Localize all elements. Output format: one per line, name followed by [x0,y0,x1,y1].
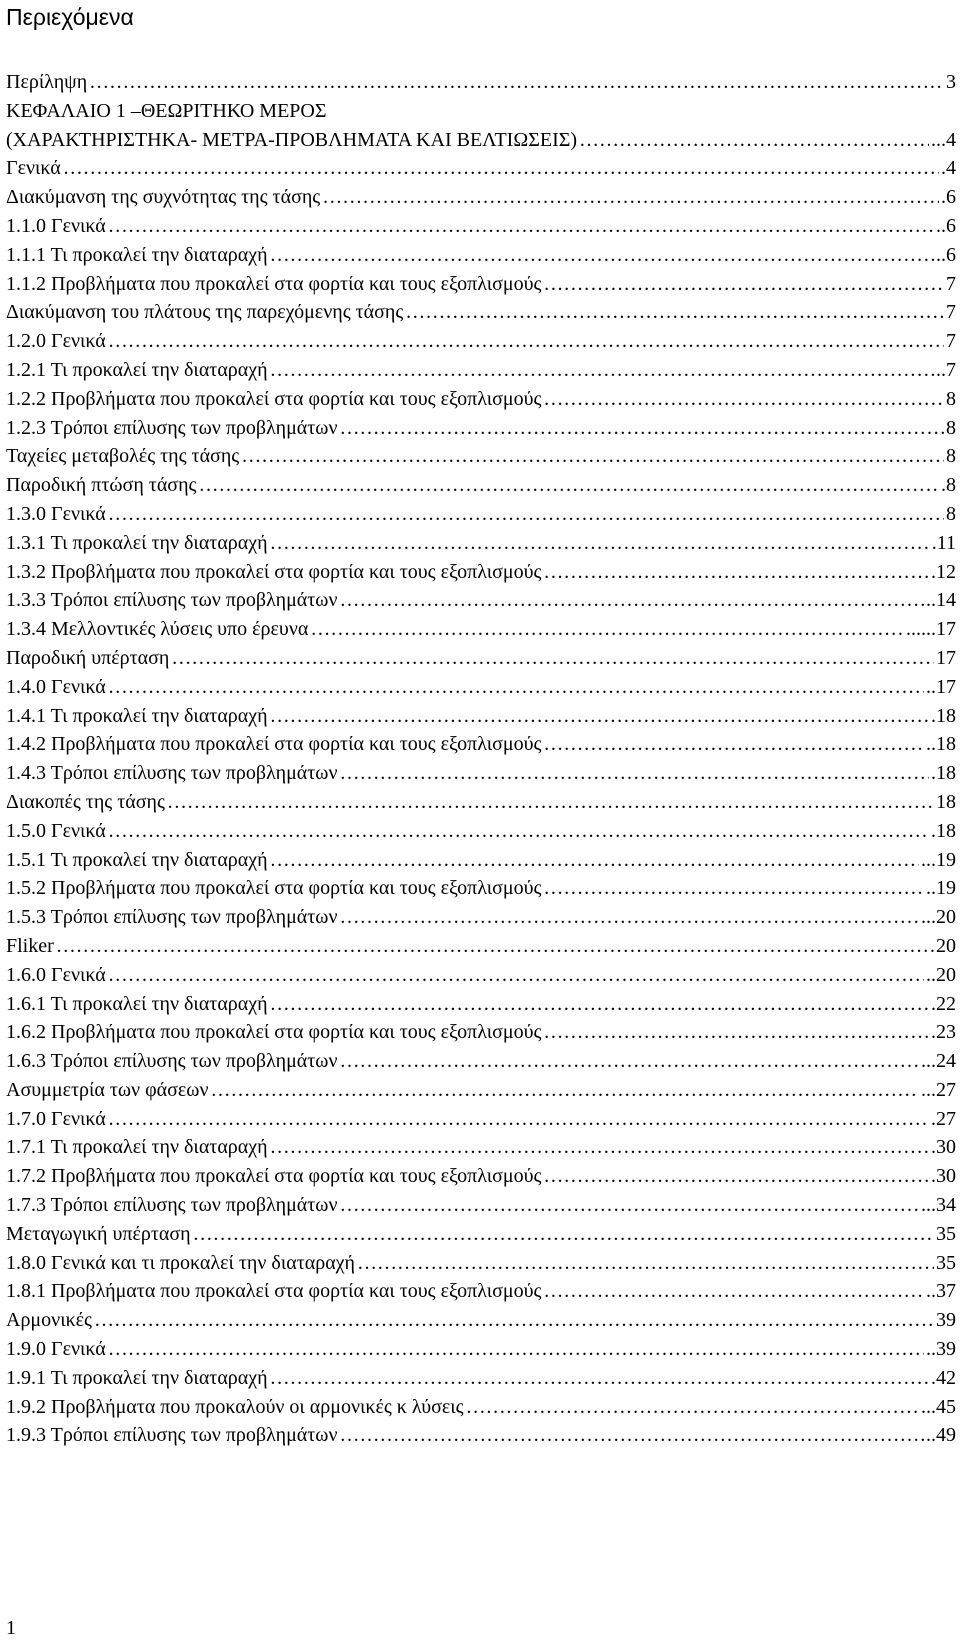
toc-leader-dots [543,558,929,587]
toc-entry-page: ..20 [926,963,956,986]
toc-entry[interactable] [6,356,956,385]
toc-entry-page: ..7 [936,358,956,381]
toc-entry-title: 1.2.1 Τι προκαλεί την διαταραχή [6,358,268,381]
toc-entry[interactable] [6,500,956,529]
toc-entry[interactable] [6,298,956,327]
toc-entry-title: Παροδική υπέρταση [6,646,170,669]
toc-entry[interactable] [6,673,956,702]
toc-entry-page: 35 [936,1222,956,1245]
toc-entry-page: .12 [931,560,956,583]
toc-leader-dots [340,414,944,443]
toc-entry-page: .30 [931,1165,956,1188]
toc-entry-title: 1.9.3 Τρόποι επίλυσης των προβλημάτων [6,1424,338,1447]
toc-entry[interactable] [6,1364,956,1393]
toc-entry-page: ...4 [931,128,956,151]
toc-entry-title: 1.4.0 Γενικά [6,675,106,698]
toc-entry[interactable] [6,788,956,817]
toc-leader-dots [543,1277,924,1306]
toc-leader-dots [270,702,929,731]
toc-entry-title: 1.2.3 Τρόποι επίλυσης των προβλημάτων [6,416,338,439]
toc-leader-dots [543,1018,929,1047]
toc-entry-page: .6 [941,186,956,209]
toc-entry-page: 17 [936,646,956,669]
toc-entry[interactable] [6,558,956,587]
toc-leader-dots [108,1335,924,1364]
toc-entry-title: Ταχείες μεταβολές της τάσης [6,445,240,468]
toc-entry-title: 1.7.0 Γενικά [6,1107,106,1130]
toc-entry-page: .27 [931,1107,956,1130]
toc-entry-title: 1.3.4 Μελλοντικές λύσεις υπο έρευνα [6,618,309,641]
toc-entry[interactable] [6,615,956,644]
toc-entry-page: ..37 [926,1280,956,1303]
toc-entry-title: Μεταγωγική υπέρταση [6,1222,191,1245]
toc-entry-page: ..6 [936,243,956,266]
toc-entry-title: 1.6.1 Τι προκαλεί την διαταραχή [6,992,268,1015]
toc-entry-page: .18 [931,819,956,842]
toc-heading: Περιεχόμενα [6,4,134,30]
toc-entry-page: .11 [931,531,956,554]
toc-entry[interactable] [6,471,956,500]
toc-entry[interactable] [6,817,956,846]
toc-entry-title: Γενικά [6,157,61,180]
toc-entry[interactable] [6,212,956,241]
toc-entry-page: ...19 [921,848,956,871]
toc-entry[interactable] [6,529,956,558]
toc-leader-dots [340,1421,924,1450]
toc-leader-dots [543,385,944,414]
toc-leader-dots [241,442,944,471]
toc-entry[interactable] [6,1162,956,1191]
toc-entry[interactable] [6,644,956,673]
toc-leader-dots [108,817,929,846]
toc-leader-dots [340,1191,919,1220]
toc-entry[interactable] [6,730,956,759]
toc-entry-page: ..39 [926,1338,956,1361]
toc-leader-dots [466,1393,919,1422]
toc-leader-dots [322,183,939,212]
toc-entry-title: 1.5.3 Τρόποι επίλυσης των προβλημάτων [6,906,338,929]
toc-entry-page: 8 [946,445,956,468]
toc-entry-page: ...24 [921,1050,956,1073]
toc-leader-dots [89,68,944,97]
toc-leader-dots [270,529,930,558]
toc-leader-dots [543,730,924,759]
toc-entry-page: .18 [931,762,956,785]
toc-leader-dots [270,846,919,875]
toc-entry-title: 1.7.1 Τι προκαλεί την διαταραχή [6,1136,268,1159]
toc-entry[interactable] [6,385,956,414]
toc-entry-title: Διακύμανση του πλάτους της παρεχόμενης τάσης [6,301,404,324]
toc-leader-dots [270,356,934,385]
toc-entry-title: 1.7.3 Τρόποι επίλυσης των προβλημάτων [6,1194,338,1217]
toc-entry-title: Περίληψη [6,71,88,93]
toc-entry-page: ..17 [926,675,956,698]
toc-entry[interactable] [6,68,956,97]
toc-entry[interactable] [6,702,956,731]
toc-entry-title: 1.3.3 Τρόποι επίλυσης των προβλημάτων [6,589,338,612]
toc-entry-page: ..6 [936,214,956,237]
toc-entry[interactable] [6,903,956,932]
toc-entry-title: 1.5.0 Γενικά [6,819,106,842]
toc-entry-page: ...27 [921,1078,956,1101]
toc-entry-page: 18 [936,790,956,813]
toc-leader-dots [108,212,934,241]
toc-entry-title: 1.1.0 Γενικά [6,214,106,237]
toc-leader-dots [270,990,929,1019]
toc-entry-title: 1.2.0 Γενικά [6,330,106,353]
toc-leader-dots [340,1047,919,1076]
toc-leader-dots [63,154,939,183]
toc-entry-title: 1.6.2 Προβλήματα που προκαλεί στα φορτία και τους εξοπλισμούς [6,1021,542,1044]
table-of-contents [6,68,956,1450]
toc-entry-title: 1.4.1 Τι προκαλεί την διαταραχή [6,704,268,727]
toc-entry-page: ...20 [921,906,956,929]
toc-entry-title: 1.6.0 Γενικά [6,963,106,986]
toc-entry-page: ...34 [921,1194,956,1217]
toc-entry-title: 1.6.3 Τρόποι επίλυσης των προβλημάτων [6,1050,338,1073]
toc-entry-page: 7 [946,301,956,324]
toc-entry-title: 1.3.0 Γενικά [6,502,106,525]
toc-entry-title: Παροδική πτώση τάσης [6,474,197,497]
toc-entry-page: 8 [946,502,956,525]
toc-leader-dots [56,932,934,961]
page-number: 1 [6,1617,16,1639]
toc-leader-dots [94,1306,934,1335]
toc-entry-page: ..14 [926,589,956,612]
toc-entry-page: 39 [936,1309,956,1332]
toc-entry-page: 8 [946,416,956,439]
toc-entry-title: Διακύμανση της συχνότητας της τάσης [6,186,321,209]
toc-entry[interactable] [6,1393,956,1422]
toc-entry[interactable] [6,961,956,990]
toc-leader-dots [270,1133,929,1162]
toc-entry[interactable] [6,1249,956,1278]
toc-entry[interactable] [6,990,956,1019]
toc-leader-dots [340,586,924,615]
toc-leader-dots [579,126,929,155]
toc-entry-page: ..18 [926,733,956,756]
toc-entry[interactable] [6,327,956,356]
toc-leader-dots [167,788,934,817]
toc-entry[interactable] [6,1047,956,1076]
toc-entry-page: .23 [931,1021,956,1044]
toc-entry-page: 35 [936,1251,956,1274]
toc-entry[interactable] [6,1277,956,1306]
toc-entry[interactable] [6,1076,956,1105]
toc-entry[interactable] [6,183,956,212]
toc-entry-page: .18 [931,704,956,727]
toc-leader-dots [108,327,944,356]
toc-entry[interactable] [6,1220,956,1249]
toc-leader-dots [405,298,944,327]
toc-leader-dots [543,874,924,903]
toc-entry-title: Διακοπές της τάσης [6,790,165,813]
toc-entry-title: Ασυμμετρία των φάσεων [6,1078,209,1101]
toc-entry-title: 1.5.1 Τι προκαλεί την διαταραχή [6,848,268,871]
toc-entry-title: 1.9.1 Τι προκαλεί την διαταραχή [6,1366,268,1389]
toc-entry[interactable] [6,270,956,299]
toc-leader-dots [171,644,934,673]
toc-entry-title: 1.5.2 Προβλήματα που προκαλεί στα φορτία και τους εξοπλισμούς [6,877,542,900]
toc-entry-title: 1.8.0 Γενικά και τι προκαλεί την διαταραχή [6,1251,356,1274]
toc-entry-title: ΚΕΦΑΛΑΙΟ 1 –ΘΕΩΡΙΤΗΚΟ ΜΕΡΟΣ [6,99,327,122]
toc-entry-page: .8 [941,474,956,497]
toc-entry-page: .4 [941,157,956,180]
toc-entry[interactable] [6,414,956,443]
toc-entry-page: .42 [931,1366,956,1389]
toc-entry-page: ..49 [926,1424,956,1447]
toc-entry-title: 1.8.1 Προβλήματα που προκαλεί στα φορτία και τους εξοπλισμούς [6,1280,542,1303]
toc-leader-dots [211,1076,920,1105]
toc-entry-page: .30 [931,1136,956,1159]
toc-leader-dots [310,615,904,644]
toc-leader-dots [193,1220,934,1249]
toc-entry[interactable] [6,874,956,903]
toc-entry[interactable] [6,1133,956,1162]
toc-entry-page: 3 [946,71,956,93]
toc-entry[interactable] [6,1105,956,1134]
toc-entry[interactable] [6,586,956,615]
toc-leader-dots [108,500,944,529]
toc-entry[interactable] [6,126,956,155]
toc-entry-title: 1.9.0 Γενικά [6,1338,106,1361]
toc-leader-dots [108,673,924,702]
toc-leader-dots [543,270,944,299]
toc-entry-page: ......17 [906,618,956,641]
toc-entry[interactable] [6,759,956,788]
toc-leader-dots [357,1249,934,1278]
toc-entry[interactable] [6,154,956,183]
toc-leader-dots [108,961,924,990]
toc-entry-page: 20 [936,934,956,957]
toc-entry[interactable] [6,846,956,875]
toc-entry[interactable] [6,1191,956,1220]
toc-entry-page: 8 [946,387,956,410]
toc-entry[interactable] [6,932,956,961]
toc-entry-title: 1.9.2 Προβλήματα που προκαλούν οι αρμονικές κ λύσεις [6,1395,464,1418]
toc-entry-title: 1.3.1 Τι προκαλεί την διαταραχή [6,531,268,554]
toc-entry-title: (ΧΑΡΑΚΤΗΡΙΣΤΗΚΑ- ΜΕΤΡΑ-ΠΡΟΒΛΗΜΑΤΑ ΚΑΙ ΒΕΛΤΙΩΣΕΙΣ) [6,128,578,151]
toc-entry[interactable] [6,1335,956,1364]
toc-entry-page: .22 [931,992,956,1015]
toc-entry-page: 7 [946,272,956,295]
toc-entry[interactable] [6,442,956,471]
toc-entry[interactable] [6,241,956,270]
toc-entry-title: Fliker [6,934,54,957]
toc-entry-page: ...45 [921,1395,956,1418]
toc-leader-dots [543,1162,929,1191]
toc-entry-title: 1.2.2 Προβλήματα που προκαλεί στα φορτία και τους εξοπλισμούς [6,387,542,410]
toc-leader-dots [198,471,939,500]
toc-entry-page: ..19 [926,877,956,900]
toc-entry[interactable] [6,97,956,126]
toc-leader-dots [270,1364,929,1393]
toc-entry-title: 1.4.2 Προβλήματα που προκαλεί στα φορτία και τους εξοπλισμούς [6,733,542,756]
toc-entry-title: 1.3.2 Προβλήματα που προκαλεί στα φορτία και τους εξοπλισμούς [6,560,542,583]
toc-entry[interactable] [6,1018,956,1047]
toc-leader-dots [108,1105,929,1134]
toc-entry-title: 1.1.2 Προβλήματα που προκαλεί στα φορτία και τους εξοπλισμούς [6,272,542,295]
toc-leader-dots [340,903,919,932]
toc-entry-title: 1.4.3 Τρόποι επίλυσης των προβλημάτων [6,762,338,785]
toc-entry-title: Αρμονικές [6,1309,92,1332]
toc-entry-title: 1.1.1 Τι προκαλεί την διαταραχή [6,243,268,266]
toc-entry-page: 7 [946,330,956,353]
toc-entry-title: 1.7.2 Προβλήματα που προκαλεί στα φορτία και τους εξοπλισμούς [6,1165,542,1188]
toc-leader-dots [340,759,929,788]
toc-entry[interactable] [6,1421,956,1450]
toc-entry[interactable] [6,1306,956,1335]
toc-leader-dots [270,241,934,270]
